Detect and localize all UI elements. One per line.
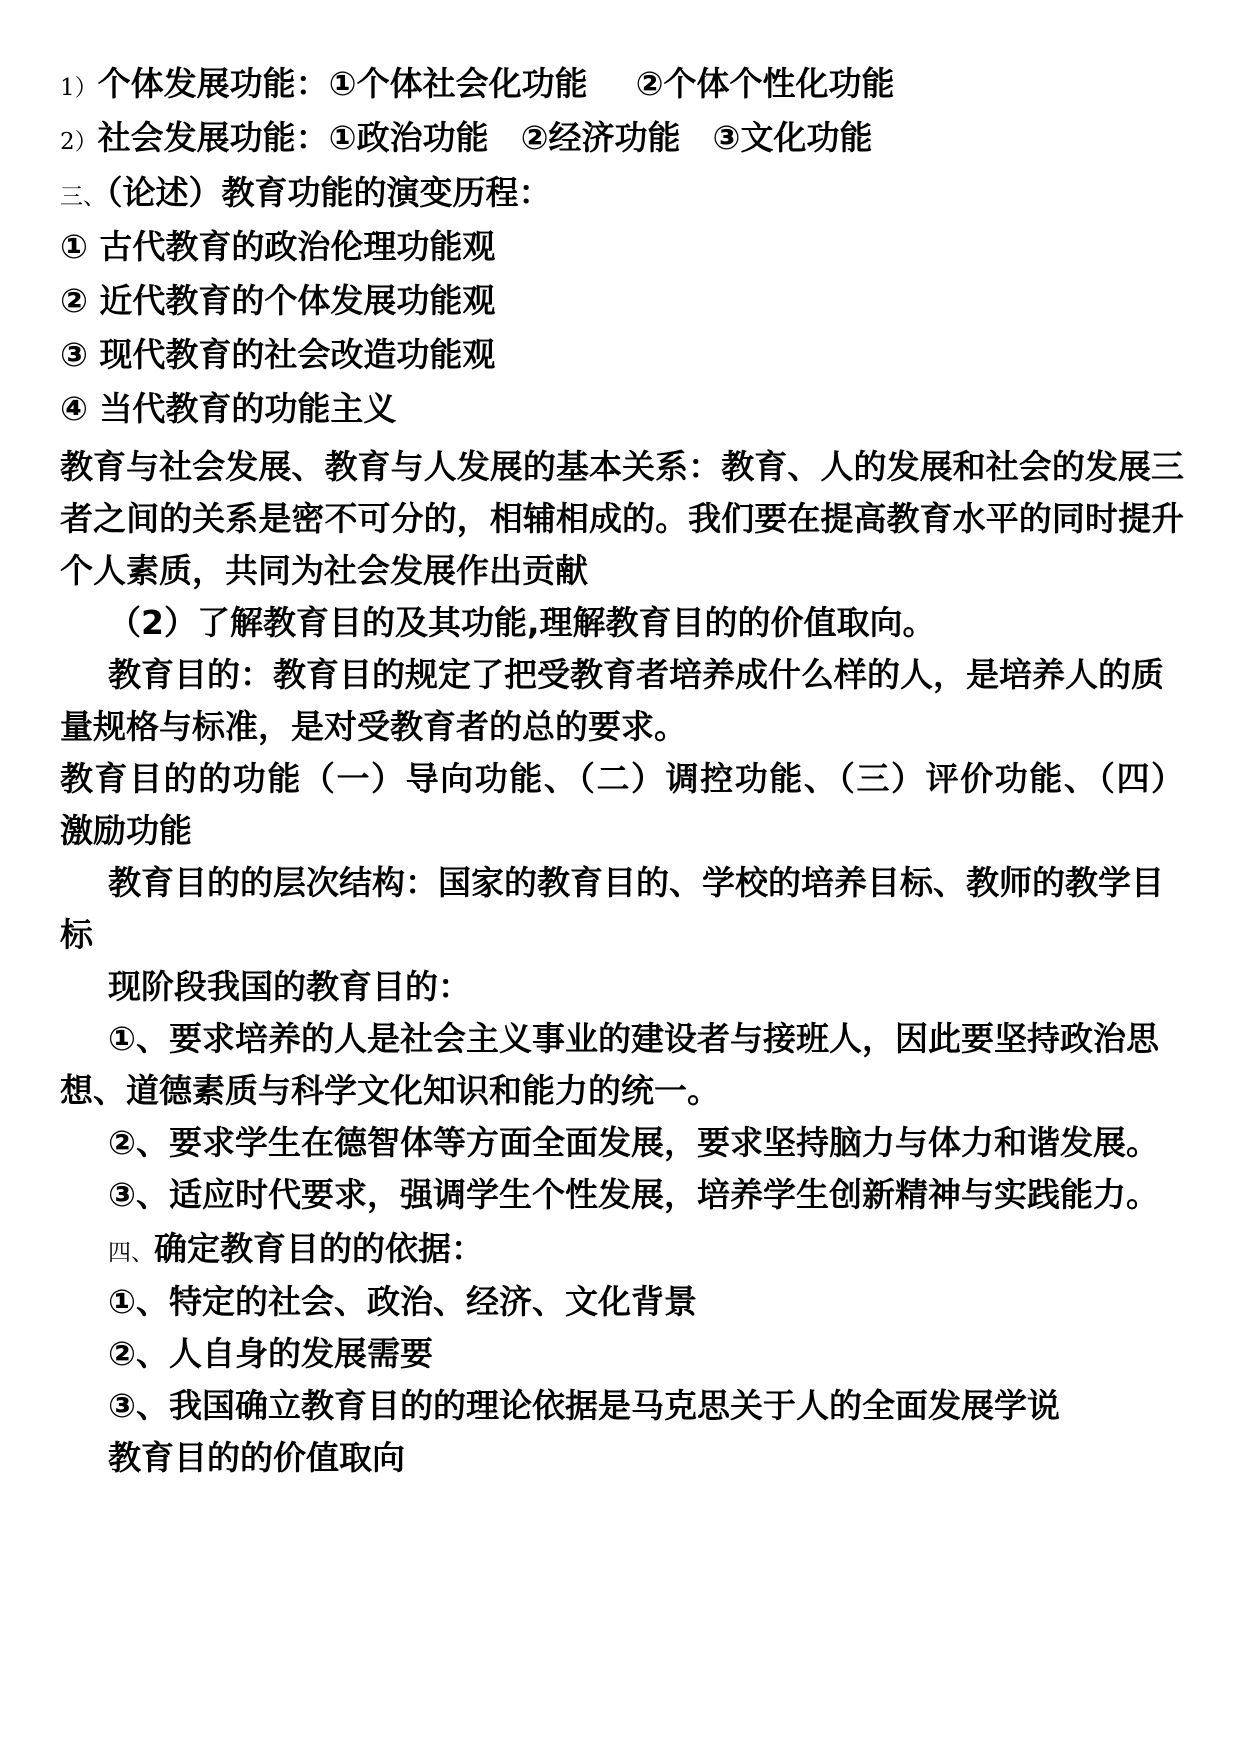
subsection-heading: （2）了解教育目的及其功能,理解教育目的的价值取向。 xyxy=(108,603,936,642)
paragraph-line: ③、适应时代要求，强调学生个性发展，培养学生创新精神与实践能力。 xyxy=(108,1175,1159,1214)
paragraph-line: 教育目的：教育目的规定了把受教育者培养成什么样的人，是培养人的质 xyxy=(108,655,1164,694)
list-marker: 1） xyxy=(60,75,98,101)
paragraph-line: 教育目的的层次结构：国家的教育目的、学校的培养目标、教师的教学目 xyxy=(108,863,1164,902)
section-heading-three xyxy=(60,173,552,217)
list-item: ③ 现代教育的社会改造功能观 xyxy=(60,335,496,374)
text: ②经济功能 xyxy=(520,118,681,157)
paragraph-line: 量规格与标准，是对受教育者的总的要求。 xyxy=(60,707,687,746)
heading-text: （论述）教育功能的演变历程： xyxy=(106,173,552,212)
text: 社会发展功能：①政治功能 xyxy=(97,118,489,157)
list-item: ① 古代教育的政治伦理功能观 xyxy=(60,227,496,266)
paragraph-line: ①、要求培养的人是社会主义事业的建设者与接班人，因此要坚持政治思 xyxy=(108,1019,1159,1058)
paragraph-line: 想、道德素质与科学文化知识和能力的统一。 xyxy=(60,1071,720,1110)
list-item: ②、人自身的发展需要 xyxy=(108,1334,433,1373)
list-item: ③、我国确立教育目的的理论依据是马克思关于人的全面发展学说 xyxy=(108,1386,1060,1425)
list-item: ② 近代教育的个体发展功能观 xyxy=(60,281,496,320)
list-marker: 2） xyxy=(60,129,98,155)
paragraph-line: 个人素质，共同为社会发展作出贡献 xyxy=(60,551,588,590)
section-marker: 三、 xyxy=(60,184,106,210)
section-heading-four xyxy=(108,1229,484,1273)
paragraph-line: 现阶段我国的教育目的： xyxy=(108,967,471,1006)
text: ②个体个性化功能 xyxy=(635,64,895,103)
line-social-development-functions xyxy=(60,118,873,162)
paragraph-line: 激励功能 xyxy=(60,811,192,850)
paragraph-line: 标 xyxy=(60,915,93,954)
paragraph-line: ②、要求学生在德智体等方面全面发展，要求坚持脑力与体力和谐发展。 xyxy=(108,1123,1159,1162)
heading-text: 确定教育目的的依据： xyxy=(154,1229,484,1268)
paragraph-line: 教育目的的价值取向 xyxy=(108,1438,405,1477)
section-marker: 四、 xyxy=(108,1240,154,1266)
paragraph-line: 教育目的的功能（一）导向功能、（二）调控功能、（三）评价功能、（四） xyxy=(60,759,1184,798)
list-item: ④ 当代教育的功能主义 xyxy=(60,389,397,428)
list-item: ①、特定的社会、政治、经济、文化背景 xyxy=(108,1282,697,1321)
paragraph-line: 者之间的关系是密不可分的，相辅相成的。我们要在提高教育水平的同时提升 xyxy=(60,499,1184,538)
paragraph-line: 教育与社会发展、教育与人发展的基本关系：教育、人的发展和社会的发展三 xyxy=(60,447,1184,486)
text: 个体发展功能：①个体社会化功能 xyxy=(97,64,588,103)
text: ③文化功能 xyxy=(712,118,873,157)
line-individual-development-functions xyxy=(60,64,895,108)
